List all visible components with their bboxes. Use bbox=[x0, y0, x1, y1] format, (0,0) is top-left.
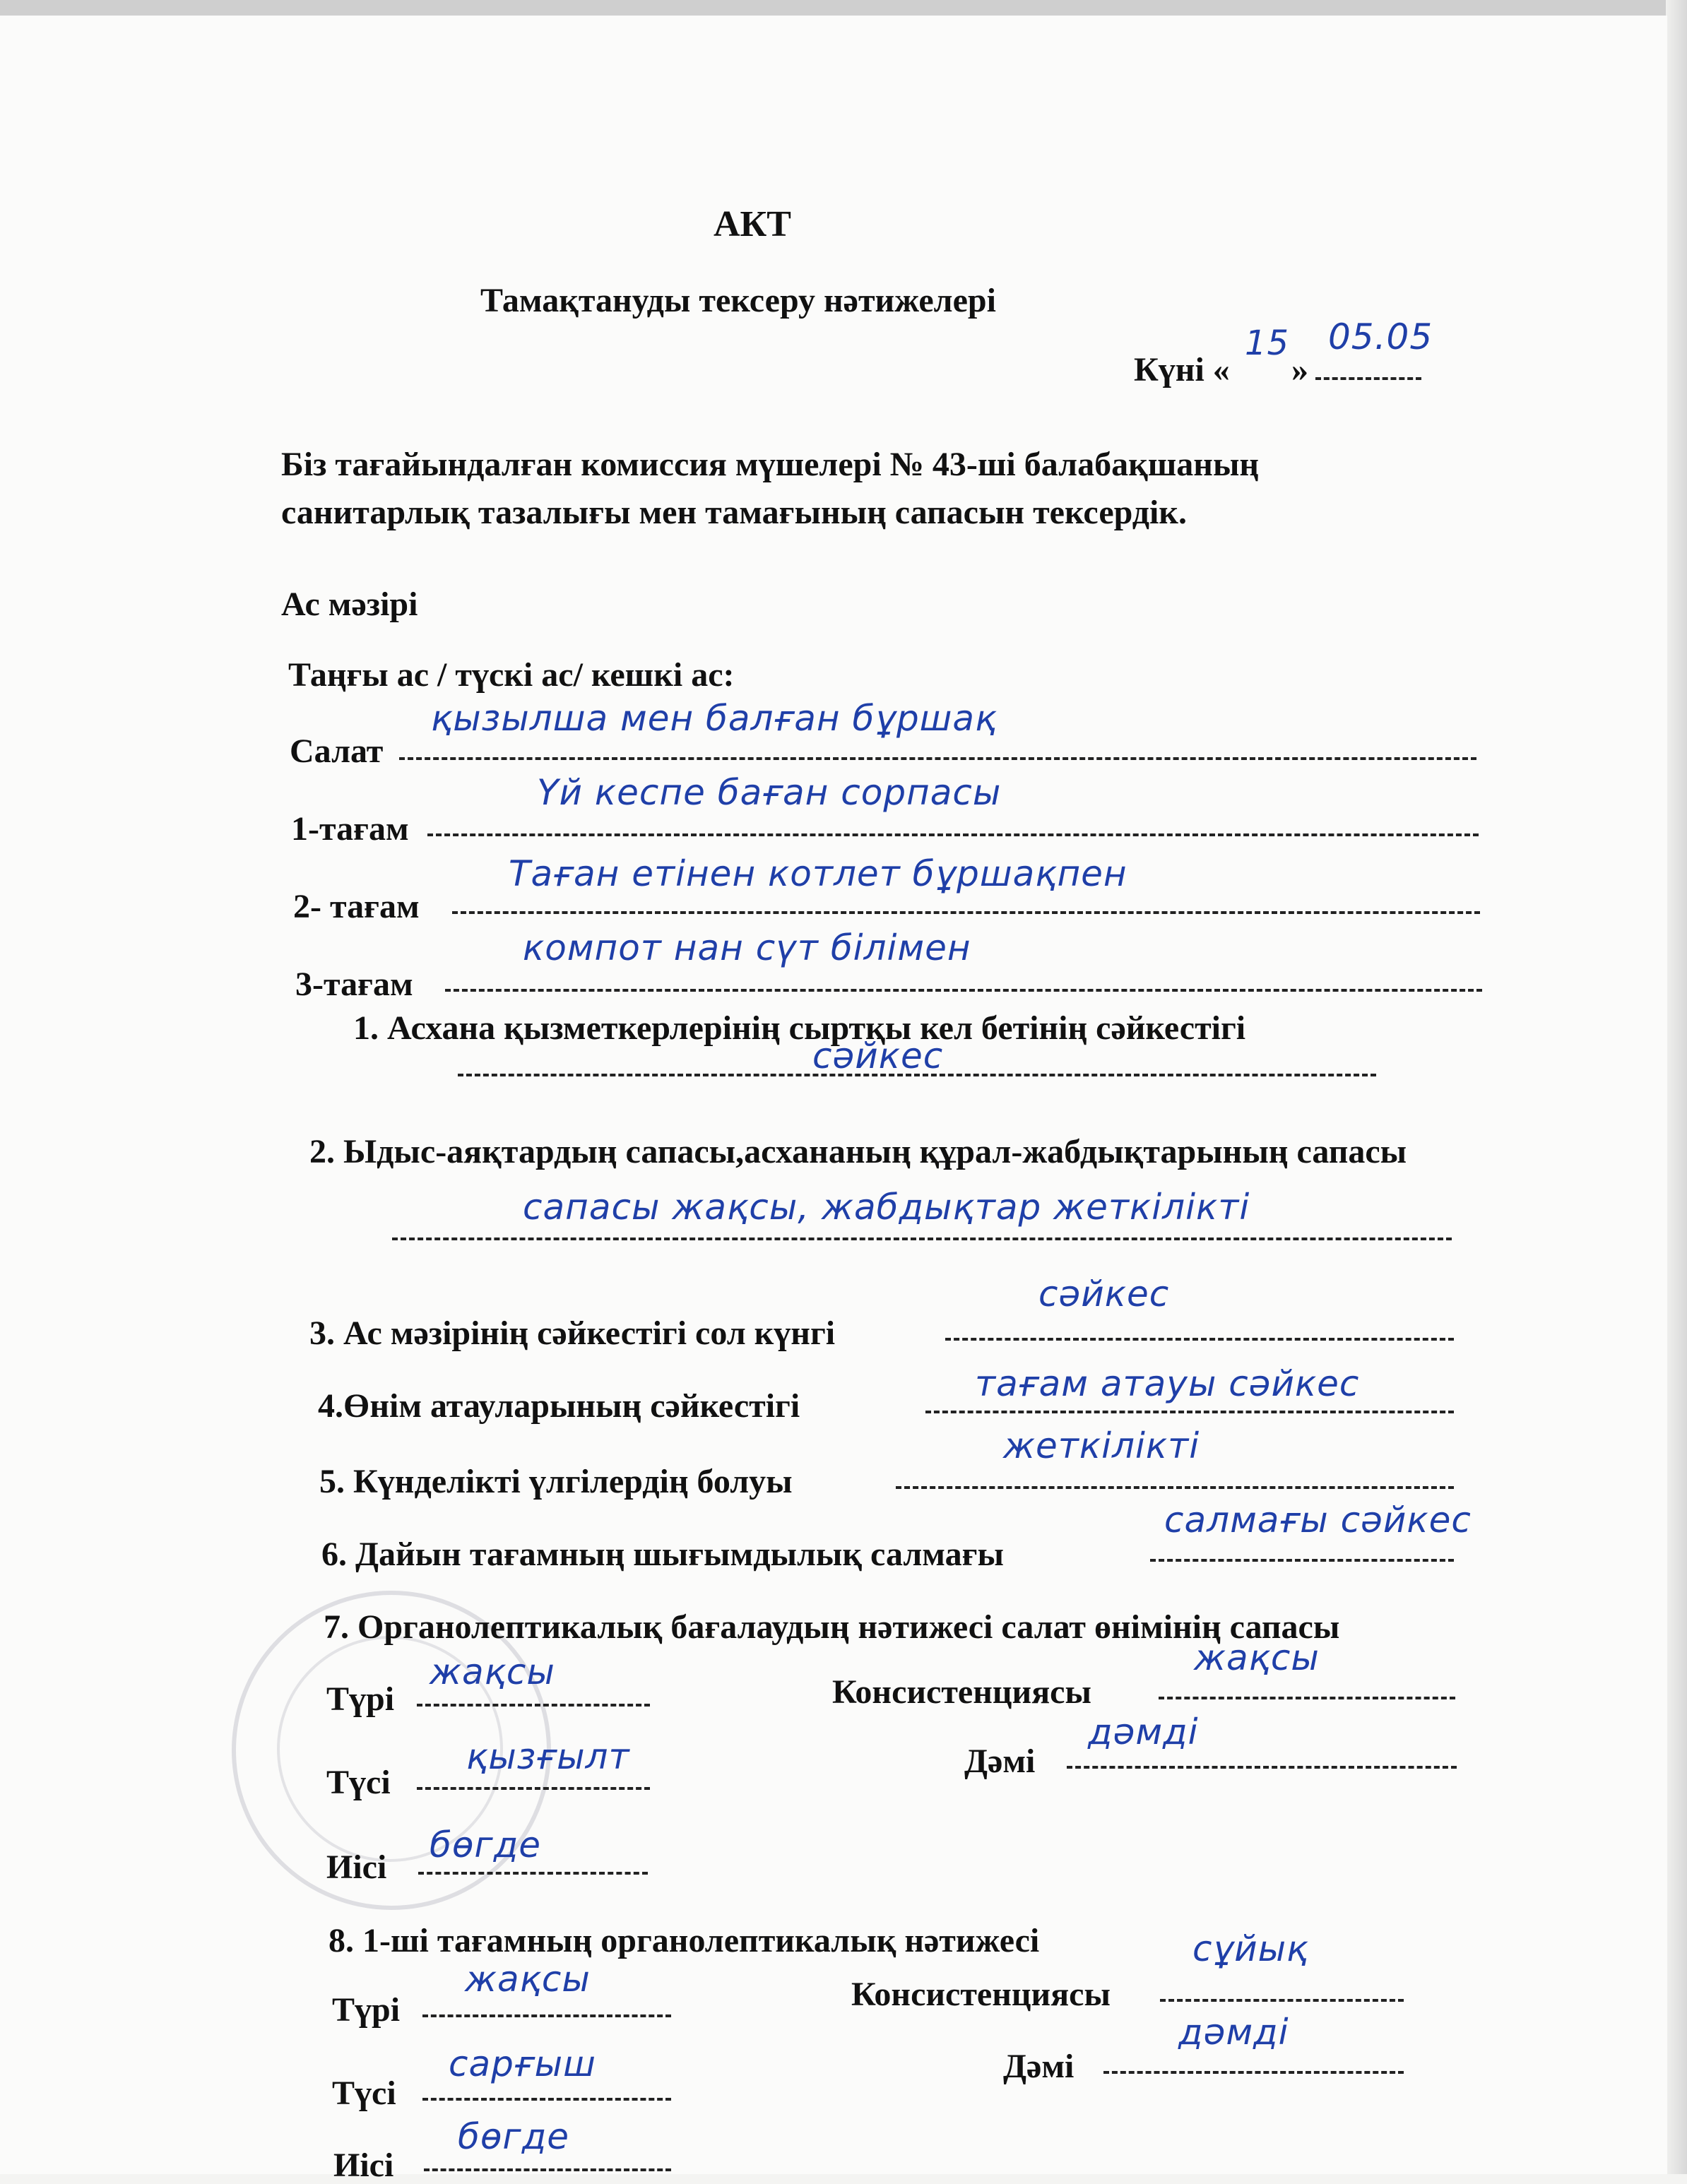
check-4-label: 4.Өнім атауларының сәйкестігі bbox=[318, 1387, 800, 1425]
check-2-value: сапасы жақсы, жабдықтар жеткілікті bbox=[523, 1187, 1250, 1228]
dish3-dashes bbox=[445, 989, 1482, 992]
salad-consistency-label: Консистенциясы bbox=[832, 1673, 1091, 1711]
dish1-value: Үй кеспе баған сорпасы bbox=[537, 772, 1002, 813]
dish2-label: 2- тағам bbox=[293, 888, 420, 925]
salad-smell-label: Иісі bbox=[326, 1848, 387, 1886]
salad-type-value: жақсы bbox=[430, 1651, 555, 1692]
dish1-smell-value: бөгде bbox=[458, 2116, 570, 2157]
menu-heading: Ас мәзірі bbox=[281, 586, 418, 623]
check-1-label: 1. Асхана қызметкерлерінің сыртқы кел бетінің сәйкестігі bbox=[353, 1009, 1246, 1047]
salad-type-label: Түрі bbox=[326, 1680, 395, 1718]
document-page bbox=[0, 16, 1667, 2184]
dish1-label: 1-тағам bbox=[291, 810, 409, 848]
check-5-value: жеткілікті bbox=[1003, 1425, 1200, 1466]
date-label: Күні « bbox=[1134, 351, 1230, 388]
dish3-label: 3-тағам bbox=[295, 966, 413, 1003]
salad-smell-value: бөгде bbox=[430, 1824, 542, 1865]
salad-type-dashes bbox=[417, 1704, 650, 1707]
dish1-type-label: Түрі bbox=[332, 1991, 401, 2029]
check-5-dashes bbox=[896, 1486, 1454, 1489]
dish1-consistency-value: сұйық bbox=[1192, 1928, 1309, 1969]
salad-color-value: қызғылт bbox=[466, 1736, 630, 1777]
dish1-color-dashes bbox=[422, 2098, 671, 2101]
check-4-value: тағам атауы сәйкес bbox=[975, 1363, 1360, 1404]
date-close: » bbox=[1291, 351, 1308, 388]
dish2-value: Таған етінен котлет бұршақпен bbox=[509, 853, 1127, 894]
check-2-label: 2. Ыдыс-аяқтардың сапасы,асхананың құрал-жабдықтарының сапасы bbox=[309, 1133, 1407, 1170]
salad-consistency-value: жақсы bbox=[1194, 1637, 1320, 1678]
meal-types: Таңғы ас / түскі ас/ кешкі ас: bbox=[288, 656, 735, 694]
date-dashes bbox=[1315, 377, 1421, 380]
check-6-dashes bbox=[1150, 1559, 1454, 1562]
document-subtitle: Тамақтануды тексеру нәтижелері bbox=[480, 282, 996, 319]
intro-line-2: санитарлық тазалығы мен тамағының сапасын тексердік. bbox=[281, 494, 1187, 531]
date-month-year: 05.05 bbox=[1328, 316, 1433, 357]
salad-label: Салат bbox=[290, 732, 384, 770]
dish1-dashes bbox=[427, 833, 1479, 836]
salad-taste-dashes bbox=[1067, 1766, 1457, 1769]
salad-smell-dashes bbox=[418, 1872, 648, 1875]
dish1-color-label: Түсі bbox=[332, 2075, 396, 2112]
dish1-consistency-dashes bbox=[1160, 1999, 1404, 2002]
salad-color-dashes bbox=[417, 1787, 650, 1790]
salad-taste-value: дәмді bbox=[1088, 1711, 1199, 1752]
dish1-type-value: жақсы bbox=[465, 1959, 591, 2000]
check-3-value: сәйкес bbox=[1038, 1274, 1170, 1314]
salad-color-label: Түсі bbox=[326, 1764, 391, 1801]
dish1-taste-label: Дәмі bbox=[1003, 2048, 1075, 2085]
dish2-dashes bbox=[452, 911, 1480, 914]
dish1-taste-value: дәмді bbox=[1178, 2012, 1289, 2053]
dish1-color-value: сарғыш bbox=[449, 2043, 596, 2084]
intro-line-1: Біз тағайындалған комиссия мүшелері № 43-ші балабақшаның bbox=[281, 446, 1260, 483]
salad-organoleptic-heading: 7. Органолептикалық бағалаудың нәтижесі салат өнімінің сапасы bbox=[324, 1608, 1340, 1646]
salad-dashes bbox=[399, 757, 1476, 760]
check-6-label: 6. Дайын тағамның шығымдылық салмағы bbox=[321, 1536, 1004, 1573]
check-2-dashes bbox=[392, 1238, 1452, 1240]
dish1-smell-label: Иісі bbox=[333, 2147, 394, 2184]
dish1-type-dashes bbox=[422, 2014, 671, 2017]
scan-edge-top bbox=[0, 0, 1687, 16]
check-6-value: салмағы сәйкес bbox=[1164, 1500, 1472, 1541]
check-3-dashes bbox=[945, 1338, 1454, 1341]
dish1-consistency-label: Консистенциясы bbox=[851, 1976, 1111, 2013]
check-5-label: 5. Күнделікті үлгілердің болуы bbox=[319, 1463, 793, 1500]
dish3-value: компот нан сүт білімен bbox=[523, 927, 971, 968]
dish1-smell-dashes bbox=[424, 2168, 671, 2171]
scan-edge-right bbox=[1666, 0, 1687, 2174]
check-1-value: сәйкес bbox=[812, 1035, 944, 1076]
dish1-organoleptic-heading: 8. 1-ші тағамның органолептикалық нәтижесі bbox=[328, 1922, 1040, 1959]
salad-taste-label: Дәмі bbox=[964, 1743, 1036, 1780]
check-4-dashes bbox=[925, 1411, 1454, 1413]
date-day: 15 bbox=[1245, 324, 1290, 363]
document-title: АКТ bbox=[714, 204, 791, 244]
dish1-taste-dashes bbox=[1103, 2071, 1404, 2074]
salad-value: қызылша мен балған бұршақ bbox=[431, 698, 998, 739]
salad-consistency-dashes bbox=[1159, 1697, 1455, 1699]
check-3-label: 3. Ас мәзірінің сәйкестігі сол күнгі bbox=[309, 1314, 836, 1352]
